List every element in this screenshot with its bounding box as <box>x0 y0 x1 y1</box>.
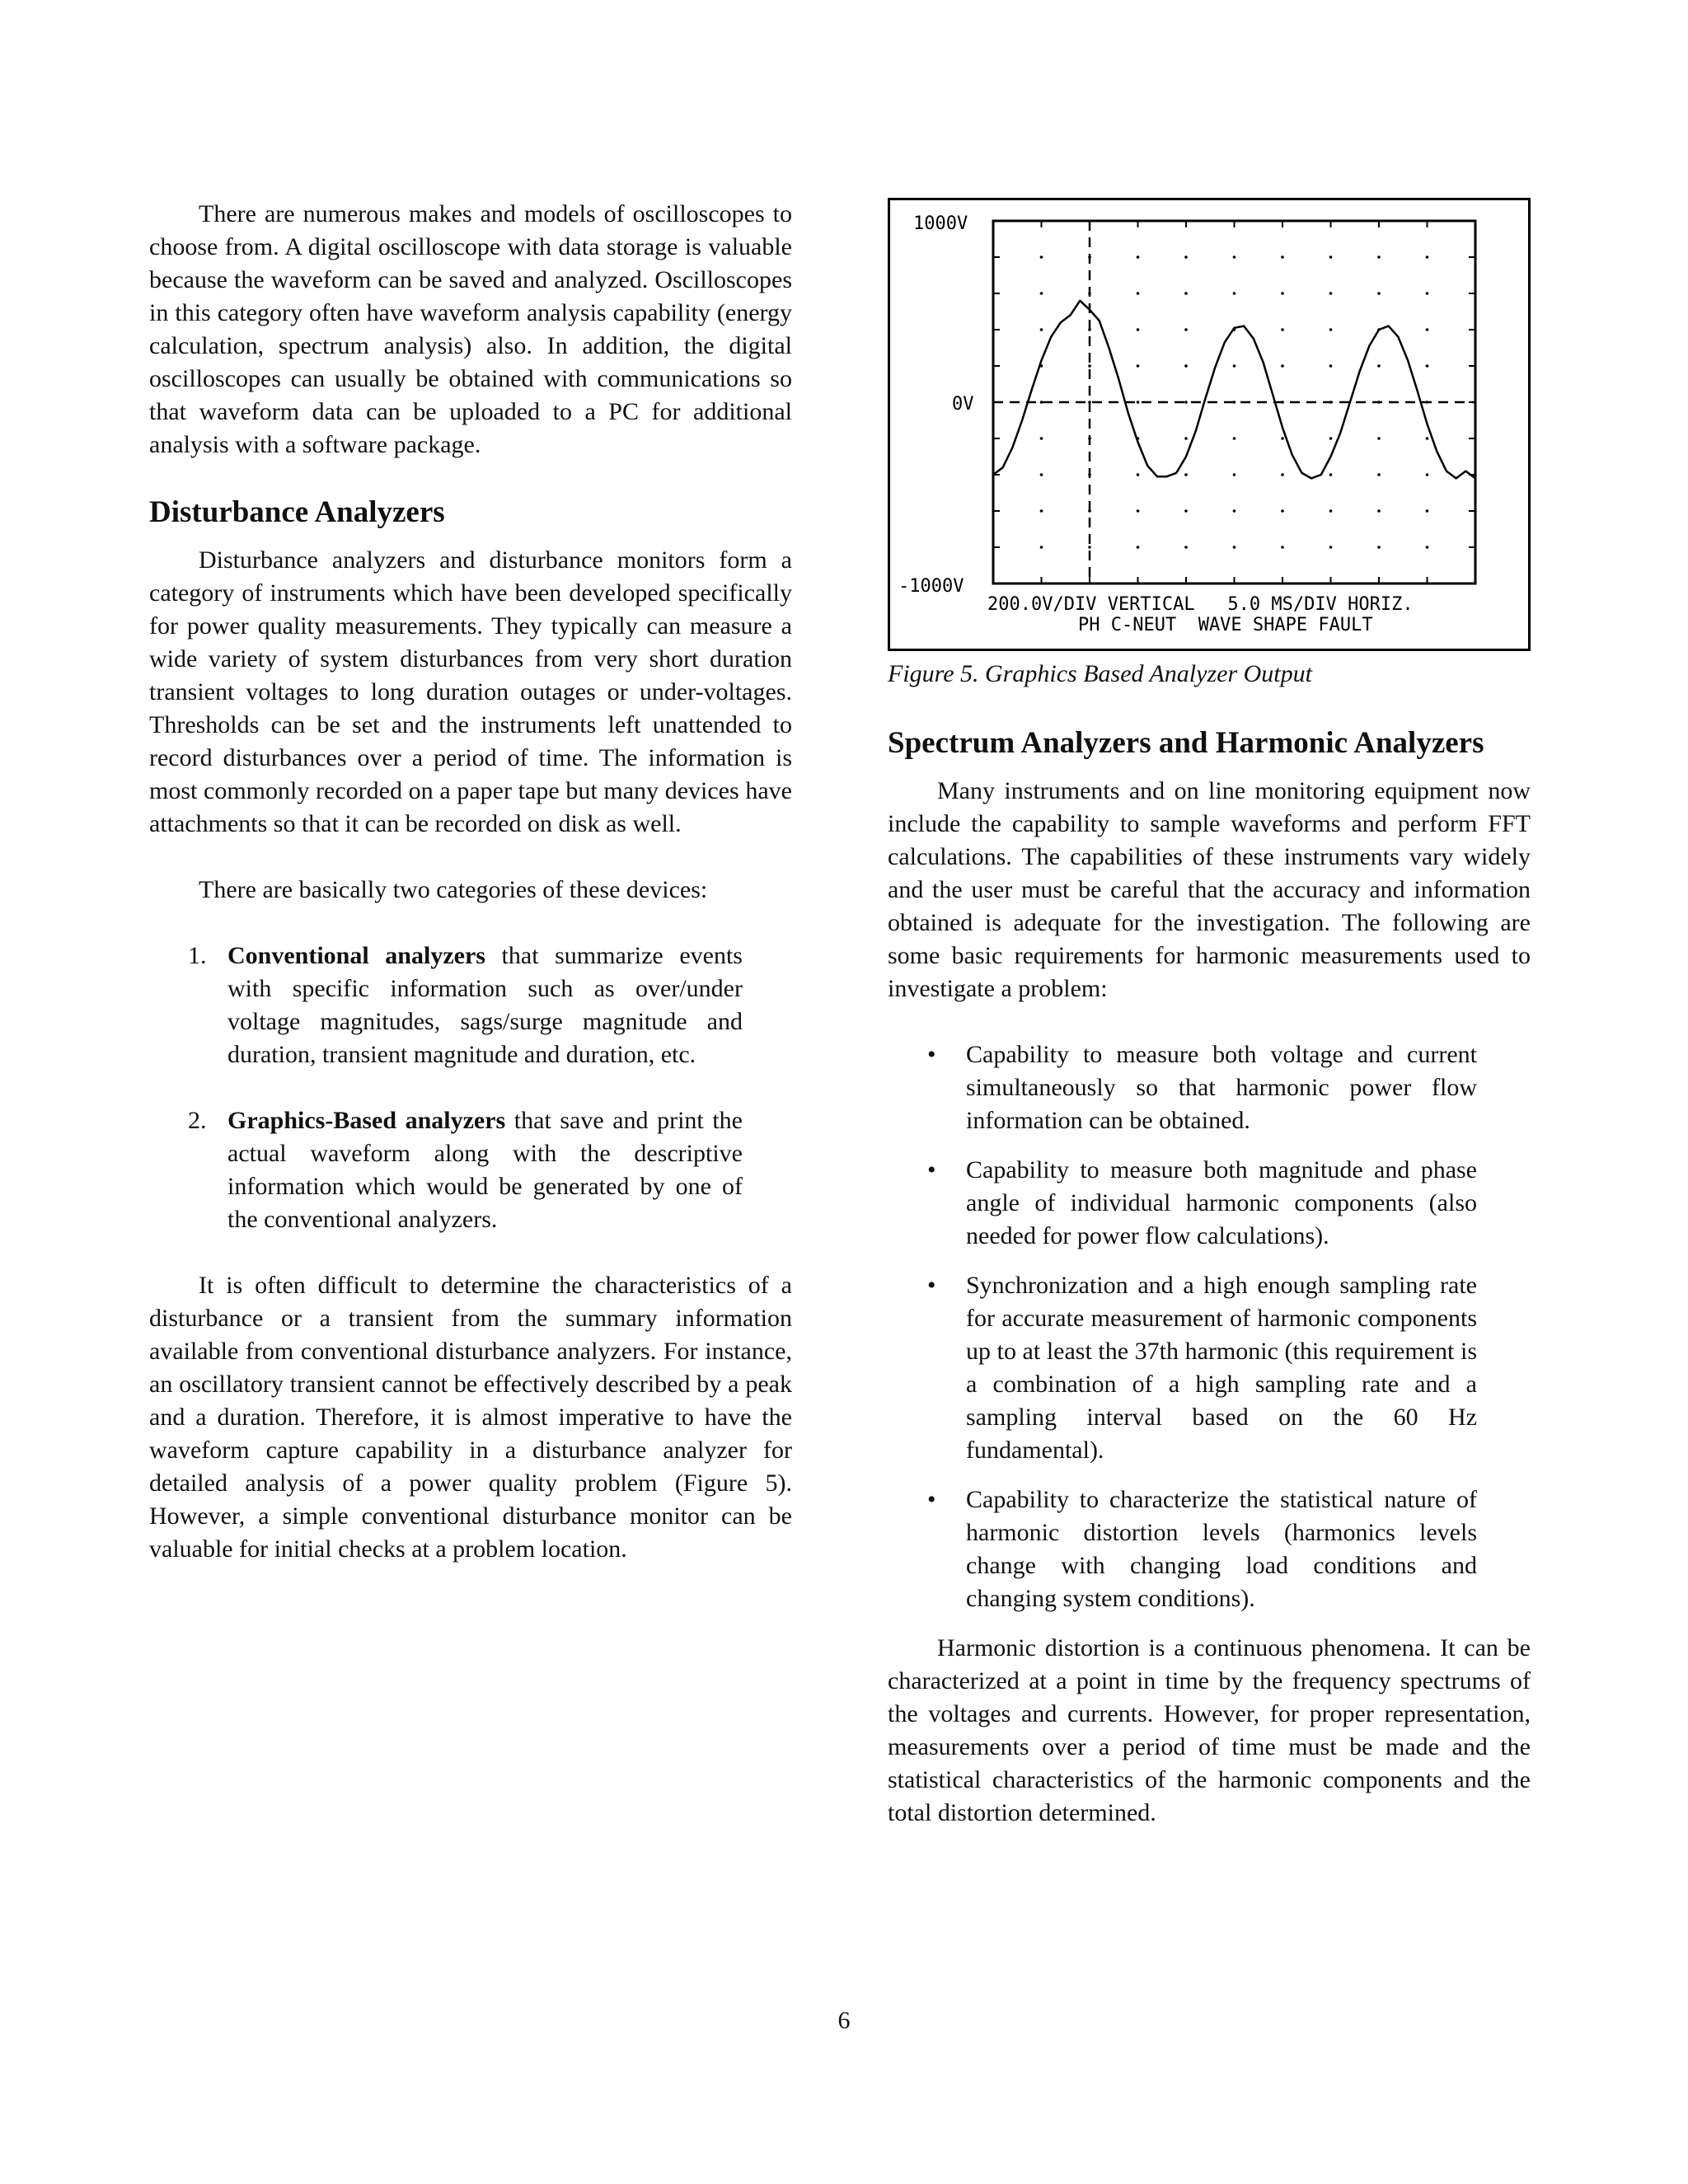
grid-dot <box>1040 509 1043 513</box>
grid-dot <box>1377 255 1381 259</box>
category-number: 2. <box>188 1107 207 1134</box>
grid-dot <box>1281 328 1284 331</box>
requirement-text: Synchronization and a high enough sampling rate for accurate measurement of harmonic components up to at least the 37th harmonic (this requirement is a combination of a high sampling rate and a sampling interval based on the 60 Hz fundamental). <box>966 1272 1477 1464</box>
intro-paragraph: There are numerous makes and models of oscilloscopes to choose from. A digital oscilloscope with data storage is valuable because the waveform can be saved and analyzed. Oscilloscopes in this category often have waveform analysis capability (energy calculation, spectrum analysis) also. In addition, the digital oscilloscopes can usually be obtained with communications so that waveform data can be uploaded to a PC for additional analysis with a software package. <box>149 200 792 458</box>
bullet-icon: • <box>927 1272 936 1299</box>
figure-5-analyzer-output <box>888 198 1531 651</box>
grid-dot <box>1184 401 1188 404</box>
grid-dot <box>1137 364 1140 368</box>
disturbance-paragraph-1: Disturbance analyzers and disturbance monitors form a category of instruments which have been developed specifically for power quality measurements. They typically can measure a wide variety of system disturbances from very short duration transient voltages to long duration outages or under-voltages. Thresholds can be set and the instruments left unattended to record disturbances over a period of time. The information is most commonly recorded on a paper tape but many devices have attachments so that it can be recorded on disk as well. <box>149 546 792 837</box>
grid-dot <box>1184 364 1188 368</box>
channel-fault-label: PH C-NEUT WAVE SHAPE FAULT <box>1078 615 1373 635</box>
grid-dot <box>1040 292 1043 295</box>
grid-dot <box>1329 255 1333 259</box>
grid-dot <box>1137 546 1140 549</box>
grid-dot <box>1329 546 1333 549</box>
grid-dot <box>1040 328 1043 331</box>
grid-dot <box>1137 473 1140 476</box>
oscilloscope-plot <box>890 200 1528 649</box>
category-number: 1. <box>188 942 207 969</box>
grid-dot <box>1184 328 1188 331</box>
grid-dot <box>1377 437 1381 440</box>
grid-dot <box>1088 364 1091 368</box>
spectrum-analyzers-heading: Spectrum Analyzers and Harmonic Analyzers <box>888 726 1484 760</box>
requirement-text: Capability to measure both voltage and current simultaneously so that harmonic power flow information can be obtained. <box>966 1041 1477 1134</box>
bullet-icon: • <box>927 1156 936 1183</box>
requirement-item <box>888 1269 1531 1467</box>
grid-dot <box>1184 509 1188 513</box>
grid-dot <box>1281 255 1284 259</box>
grid-dot <box>1137 328 1140 331</box>
grid-dot <box>1329 509 1333 513</box>
voltage-waveform <box>993 301 1475 479</box>
requirement-item <box>888 1038 1531 1137</box>
requirements-list <box>888 1038 1531 1615</box>
grid-dot <box>1233 437 1236 440</box>
grid-dot <box>1281 292 1284 295</box>
category-item <box>149 1104 792 1236</box>
grid-dot <box>1426 473 1429 476</box>
bullet-icon: • <box>927 1486 936 1513</box>
category-title: Graphics-Based analyzers <box>227 1107 506 1134</box>
grid-dot <box>1281 473 1284 476</box>
grid-dot <box>1184 292 1188 295</box>
y-axis-min-label: -1000V <box>898 576 964 597</box>
grid-dot <box>1281 437 1284 440</box>
grid-dot <box>1377 509 1381 513</box>
grid-dot <box>1426 292 1429 295</box>
grid-dot <box>1040 473 1043 476</box>
grid-dot <box>1426 328 1429 331</box>
grid-dot <box>1137 401 1140 404</box>
grid-dot <box>1233 509 1236 513</box>
disturbance-paragraph-2: There are basically two categories of these devices: <box>199 876 708 903</box>
analyzer-categories-list <box>149 940 792 1236</box>
grid-dot <box>1233 546 1236 549</box>
y-axis-max-label: 1000V <box>913 213 968 234</box>
grid-dot <box>1233 473 1236 476</box>
category-item <box>149 940 792 1071</box>
left-column <box>149 198 792 1566</box>
grid-dot <box>1329 473 1333 476</box>
grid-dot <box>1184 546 1188 549</box>
grid-dot <box>1137 292 1140 295</box>
grid-dot <box>1184 255 1188 259</box>
disturbance-paragraph-3: It is often difficult to determine the characteristics of a disturbance or a transient from the summary information available from conventional disturbance analyzers. For instance, an oscillatory transient cannot be effectively described by a peak and a duration. Therefore, it is almost imperative to have the waveform capture capability in a disturbance analyzer for detailed analysis of a power quality problem (Figure 5). However, a simple conventional disturbance monitor can be valuable for initial checks at a problem location. <box>149 1272 792 1563</box>
right-column <box>888 198 1531 1830</box>
grid-dot <box>1137 509 1140 513</box>
grid-dot <box>1137 255 1140 259</box>
disturbance-analyzers-heading: Disturbance Analyzers <box>149 495 445 529</box>
grid-dot <box>1426 546 1429 549</box>
grid-dot <box>1233 292 1236 295</box>
grid-dot <box>1329 328 1333 331</box>
grid-dot <box>1184 437 1188 440</box>
requirement-item <box>888 1154 1531 1253</box>
figure-caption: Figure 5. Graphics Based Analyzer Output <box>888 660 1312 687</box>
grid-dot <box>1329 292 1333 295</box>
page-number: 6 <box>837 2007 851 2034</box>
category-description: that save and print the actual waveform along with the descriptive information which would be generated by one of the conventional analyzers. <box>227 1107 743 1233</box>
grid-dot <box>1377 473 1381 476</box>
grid-dot <box>1426 364 1429 368</box>
grid-dot <box>1426 437 1429 440</box>
grid-dot <box>1377 292 1381 295</box>
grid-dot <box>1233 255 1236 259</box>
grid-dot <box>1426 255 1429 259</box>
grid-dot <box>1233 364 1236 368</box>
grid-dot <box>1426 509 1429 513</box>
requirement-text: Capability to characterize the statistical nature of harmonic distortion levels (harmonics levels change with changing load conditions and changing system conditions). <box>966 1486 1477 1612</box>
grid-dot <box>1281 509 1284 513</box>
grid-dot <box>1040 546 1043 549</box>
grid-dot <box>1281 546 1284 549</box>
requirement-item <box>888 1483 1531 1615</box>
category-title: Conventional analyzers <box>227 942 485 969</box>
grid-dot <box>1184 473 1188 476</box>
category-description: that summarize events with specific information such as over/under voltage magnitudes, sags/surge magnitude and duration, transient magnitude and duration, etc. <box>227 942 743 1068</box>
grid-dot <box>1377 364 1381 368</box>
grid-dot <box>1088 546 1091 549</box>
scale-settings-label: 200.0V/DIV VERTICAL 5.0 MS/DIV HORIZ. <box>987 594 1414 615</box>
requirement-text: Capability to measure both magnitude and phase angle of individual harmonic components (also needed for power flow calculations). <box>966 1156 1477 1249</box>
grid-dot <box>1281 364 1284 368</box>
grid-dot <box>1040 437 1043 440</box>
spectrum-paragraph-2: Harmonic distortion is a continuous phenomena. It can be characterized at a point in time by the frequency spectrums of the voltages and currents. However, for proper representation, measurements over a period of time must be made and the statistical characteristics of the harmonic components and the total distortion determined. <box>888 1634 1531 1826</box>
bullet-icon: • <box>927 1041 936 1068</box>
grid-dot <box>1040 401 1043 404</box>
grid-dot <box>1329 364 1333 368</box>
grid-dot <box>1329 437 1333 440</box>
grid-dot <box>1377 546 1381 549</box>
grid-dot <box>1040 255 1043 259</box>
y-axis-zero-label: 0V <box>952 394 974 415</box>
spectrum-paragraph-1: Many instruments and on line monitoring equipment now include the capability to sample waveforms and perform FFT calculations. The capabilities of these instruments vary widely and the user must be careful that the accuracy and information obtained is adequate for the investigation. The following are some basic requirements for harmonic measurements used to investigate a problem: <box>888 777 1531 1002</box>
